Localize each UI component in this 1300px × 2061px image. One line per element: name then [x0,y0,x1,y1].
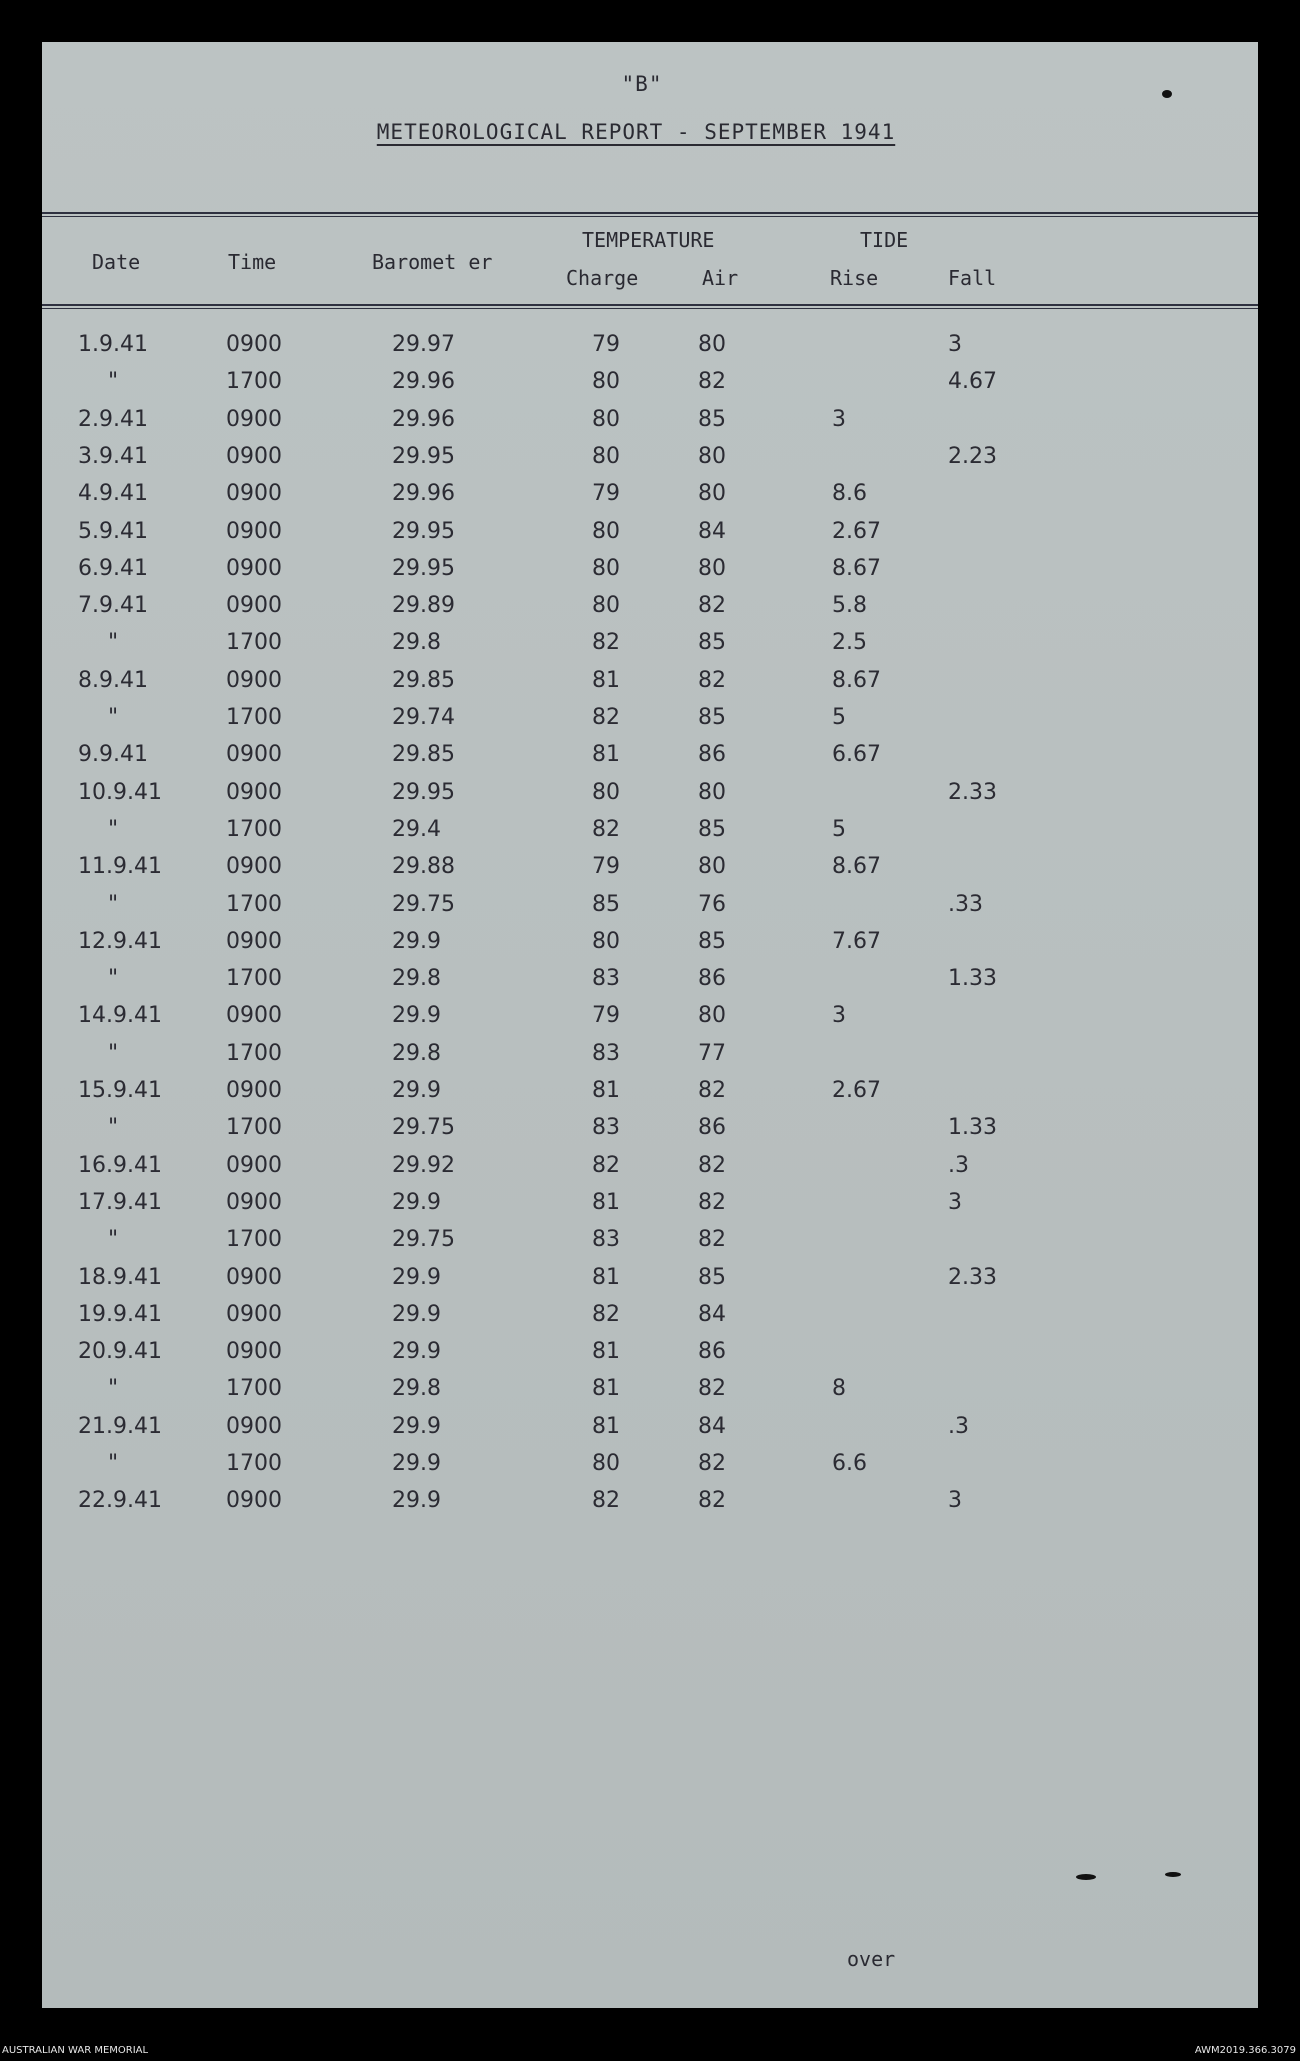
row-temperature-charge: 81 [592,1078,620,1103]
row-barometer: 29.8 [392,1040,441,1066]
row-time: 0900 [226,742,282,768]
header-rule-bottom [42,304,1258,306]
row-temperature-air: 80 [698,779,726,805]
row-time: 0900 [226,854,282,880]
table-row [42,1003,1258,1043]
row-time: 1700 [226,966,282,992]
row-barometer: 29.85 [392,742,455,768]
row-tide-fall: 3 [948,1189,962,1215]
table-row [42,1488,1258,1528]
row-tide-fall: 1.33 [948,1115,997,1141]
column-header-barometer: Baromet er [372,250,493,274]
row-time: 0900 [226,1413,282,1439]
row-tide-fall: .33 [948,891,983,917]
row-time: 0900 [226,779,282,805]
row-barometer: 29.9 [392,1189,441,1215]
row-temperature-air: 86 [698,742,726,768]
row-temperature-charge: 85 [592,891,620,917]
table-row [42,1078,1258,1118]
table-row [42,1115,1258,1155]
row-temperature-charge: 81 [592,1376,620,1402]
row-barometer: 29.9 [392,1451,441,1476]
row-temperature-charge: 79 [592,854,620,880]
row-barometer: 29.9 [392,1339,441,1365]
row-temperature-air: 80 [698,443,726,469]
row-temperature-air: 76 [698,891,726,917]
row-temperature-air: 82 [698,1227,726,1253]
table-row [42,1041,1258,1081]
row-tide-rise: 5 [832,816,846,842]
row-temperature-charge: 82 [592,630,620,656]
row-barometer: 29.75 [392,1115,455,1141]
row-time: 0900 [226,1264,282,1290]
row-date: " [108,1040,119,1066]
row-temperature-charge: 79 [592,481,620,507]
row-date: 6.9.41 [78,555,148,581]
row-temperature-charge: 81 [592,1413,620,1439]
table-row [42,332,1258,372]
row-date: 11.9.41 [78,854,162,880]
row-temperature-air: 84 [698,1413,726,1439]
row-temperature-charge: 81 [592,1189,620,1215]
row-temperature-charge: 83 [592,1115,620,1141]
row-time: 0900 [226,928,282,954]
row-barometer: 29.95 [392,518,455,544]
row-temperature-air: 80 [698,854,726,880]
row-temperature-charge: 82 [592,705,620,730]
row-date: " [108,816,119,842]
row-date: 22.9.41 [78,1488,162,1514]
row-date: " [108,705,119,730]
column-header-air: Air [702,266,739,290]
row-tide-fall: 2.33 [948,1264,997,1290]
row-barometer: 29.96 [392,369,455,395]
table-row [42,780,1258,820]
row-temperature-charge: 80 [592,369,620,395]
row-date: 14.9.41 [78,1003,162,1029]
row-temperature-charge: 80 [592,779,620,805]
row-tide-fall: .3 [948,1152,969,1178]
row-date: 16.9.41 [78,1152,162,1178]
row-temperature-air: 86 [698,966,726,992]
continuation-note: over [847,1947,896,1971]
table-row [42,817,1258,857]
row-tide-rise: 7.67 [832,928,881,954]
document-sheet [42,42,1258,2008]
table-row [42,1414,1258,1454]
table-row [42,1302,1258,1342]
row-barometer: 29.85 [392,667,455,693]
row-date: 9.9.41 [78,742,148,768]
row-barometer: 29.9 [392,1078,441,1103]
row-date: 10.9.41 [78,779,162,805]
row-tide-fall: 2.23 [948,443,997,469]
table-row [42,966,1258,1006]
row-temperature-charge: 79 [592,332,620,357]
row-barometer: 29.9 [392,1413,441,1439]
row-time: 1700 [226,1451,282,1476]
row-temperature-charge: 80 [592,1451,620,1476]
row-barometer: 29.8 [392,630,441,656]
row-time: 0900 [226,1152,282,1178]
row-temperature-charge: 81 [592,1339,620,1365]
document-label: "B" [621,72,663,96]
row-date: 7.9.41 [78,593,148,619]
table-row [42,668,1258,708]
row-temperature-charge: 79 [592,1003,620,1029]
row-temperature-charge: 80 [592,443,620,469]
row-date: 3.9.41 [78,443,148,469]
row-date: 18.9.41 [78,1264,162,1290]
row-time: 1700 [226,1227,282,1253]
row-barometer: 29.8 [392,966,441,992]
row-time: 0900 [226,1078,282,1103]
row-temperature-air: 82 [698,1152,726,1178]
row-temperature-air: 82 [698,1189,726,1215]
row-temperature-charge: 80 [592,928,620,954]
row-temperature-charge: 83 [592,966,620,992]
table-row [42,742,1258,782]
row-date: 15.9.41 [78,1078,162,1103]
row-temperature-air: 86 [698,1339,726,1365]
row-date: " [108,1115,119,1141]
row-time: 0900 [226,593,282,619]
row-date: 1.9.41 [78,332,148,357]
table-row [42,1265,1258,1305]
table-row [42,369,1258,409]
table-row [42,854,1258,894]
table-row [42,1339,1258,1379]
row-barometer: 29.9 [392,1003,441,1029]
row-temperature-air: 85 [698,406,726,432]
row-tide-fall: .3 [948,1413,969,1439]
row-barometer: 29.95 [392,443,455,469]
row-temperature-air: 82 [698,1078,726,1103]
row-barometer: 29.75 [392,891,455,917]
row-time: 0900 [226,1003,282,1029]
row-tide-fall: 4.67 [948,369,997,395]
table-row [42,519,1258,559]
row-tide-rise: 2.67 [832,518,881,544]
row-temperature-air: 82 [698,1376,726,1402]
row-tide-rise: 8.67 [832,555,881,581]
row-tide-rise: 8.6 [832,481,867,507]
column-header-temperature: TEMPERATURE [582,228,715,252]
column-header-rise: Rise [830,266,879,290]
table-row [42,1153,1258,1193]
row-barometer: 29.89 [392,593,455,619]
row-tide-rise: 8.67 [832,854,881,880]
row-temperature-air: 85 [698,1264,726,1290]
row-time: 1700 [226,369,282,395]
table-row [42,1451,1258,1491]
archive-id: AWM2019.366.3079 [1194,2045,1296,2056]
table-row [42,481,1258,521]
row-tide-rise: 2.5 [832,630,867,656]
row-temperature-air: 84 [698,518,726,544]
row-temperature-air: 85 [698,816,726,842]
punch-hole-mark [1162,90,1172,98]
row-barometer: 29.92 [392,1152,455,1178]
row-temperature-air: 82 [698,667,726,693]
row-temperature-air: 80 [698,555,726,581]
row-temperature-air: 80 [698,1003,726,1029]
row-barometer: 29.4 [392,816,441,842]
row-time: 0900 [226,406,282,432]
row-date: " [108,630,119,656]
row-time: 1700 [226,1376,282,1402]
row-tide-rise: 8 [832,1376,846,1402]
row-temperature-air: 77 [698,1040,726,1066]
row-date: 19.9.41 [78,1301,162,1327]
row-tide-rise: 6.67 [832,742,881,768]
header-rule-bottom-double [42,308,1258,309]
row-time: 0900 [226,555,282,581]
row-temperature-charge: 83 [592,1040,620,1066]
row-temperature-charge: 82 [592,1301,620,1327]
row-barometer: 29.74 [392,705,455,730]
table-row [42,705,1258,745]
row-temperature-charge: 81 [592,667,620,693]
row-barometer: 29.97 [392,332,455,357]
row-tide-rise: 5 [832,705,846,730]
row-time: 1700 [226,891,282,917]
row-date: 4.9.41 [78,481,148,507]
row-date: 20.9.41 [78,1339,162,1365]
row-temperature-charge: 81 [592,1264,620,1290]
row-temperature-charge: 82 [592,1488,620,1514]
table-row [42,892,1258,932]
row-temperature-charge: 82 [592,816,620,842]
row-time: 0900 [226,518,282,544]
row-time: 0900 [226,481,282,507]
row-tide-fall: 3 [948,1488,962,1514]
row-time: 1700 [226,630,282,656]
column-header-charge: Charge [566,266,639,290]
row-tide-rise: 6.6 [832,1451,867,1476]
row-time: 0900 [226,1339,282,1365]
row-barometer: 29.9 [392,928,441,954]
row-time: 0900 [226,667,282,693]
row-tide-rise: 5.8 [832,593,867,619]
table-row [42,1376,1258,1416]
row-date: 17.9.41 [78,1189,162,1215]
row-barometer: 29.8 [392,1376,441,1402]
row-temperature-charge: 80 [592,555,620,581]
row-temperature-charge: 81 [592,742,620,768]
row-time: 1700 [226,816,282,842]
row-time: 0900 [226,1488,282,1514]
table-row [42,407,1258,447]
row-barometer: 29.88 [392,854,455,880]
row-tide-fall: 2.33 [948,779,997,805]
row-tide-rise: 3 [832,1003,846,1029]
row-barometer: 29.75 [392,1227,455,1253]
row-barometer: 29.9 [392,1301,441,1327]
column-header-time: Time [228,250,277,274]
row-barometer: 29.9 [392,1264,441,1290]
row-date: " [108,1451,119,1476]
row-temperature-charge: 80 [592,518,620,544]
row-date: " [108,966,119,992]
row-time: 0900 [226,1301,282,1327]
row-date: " [108,1376,119,1402]
column-header-fall: Fall [948,266,997,290]
row-time: 1700 [226,705,282,730]
staple-mark [1076,1874,1096,1880]
row-temperature-air: 80 [698,481,726,507]
row-tide-rise: 2.67 [832,1078,881,1103]
row-time: 1700 [226,1040,282,1066]
staple-mark [1165,1872,1181,1877]
row-temperature-air: 84 [698,1301,726,1327]
row-date: 8.9.41 [78,667,148,693]
table-row [42,929,1258,969]
row-date: " [108,891,119,917]
row-barometer: 29.9 [392,1488,441,1514]
table-row [42,1190,1258,1230]
table-row [42,630,1258,670]
row-barometer: 29.95 [392,555,455,581]
row-temperature-charge: 82 [592,1152,620,1178]
row-tide-fall: 1.33 [948,966,997,992]
row-time: 0900 [226,1189,282,1215]
table-row [42,593,1258,633]
row-tide-rise: 3 [832,406,846,432]
table-row [42,1227,1258,1267]
row-barometer: 29.95 [392,779,455,805]
row-temperature-air: 82 [698,1451,726,1476]
row-date: 5.9.41 [78,518,148,544]
row-barometer: 29.96 [392,406,455,432]
header-rule-top [42,212,1258,214]
row-date: 2.9.41 [78,406,148,432]
row-temperature-air: 86 [698,1115,726,1141]
row-temperature-air: 85 [698,928,726,954]
archive-credit: AUSTRALIAN WAR MEMORIAL [2,2045,149,2056]
row-temperature-charge: 80 [592,593,620,619]
header-rule-top-double [42,216,1258,217]
row-barometer: 29.96 [392,481,455,507]
row-tide-rise: 8.67 [832,667,881,693]
row-temperature-air: 80 [698,332,726,357]
row-date: " [108,369,119,395]
row-date: 21.9.41 [78,1413,162,1439]
row-temperature-air: 82 [698,1488,726,1514]
row-time: 0900 [226,332,282,357]
row-temperature-air: 85 [698,705,726,730]
column-header-tide: TIDE [860,228,909,252]
column-header-date: Date [92,250,141,274]
row-date: 12.9.41 [78,928,162,954]
row-temperature-air: 85 [698,630,726,656]
row-tide-fall: 3 [948,332,962,357]
table-row [42,444,1258,484]
row-temperature-air: 82 [698,593,726,619]
row-date: " [108,1227,119,1253]
document-title: METEOROLOGICAL REPORT - SEPTEMBER 1941 [376,120,896,144]
row-temperature-charge: 83 [592,1227,620,1253]
row-temperature-air: 82 [698,369,726,395]
row-time: 1700 [226,1115,282,1141]
table-row [42,556,1258,596]
row-time: 0900 [226,443,282,469]
row-temperature-charge: 80 [592,406,620,432]
